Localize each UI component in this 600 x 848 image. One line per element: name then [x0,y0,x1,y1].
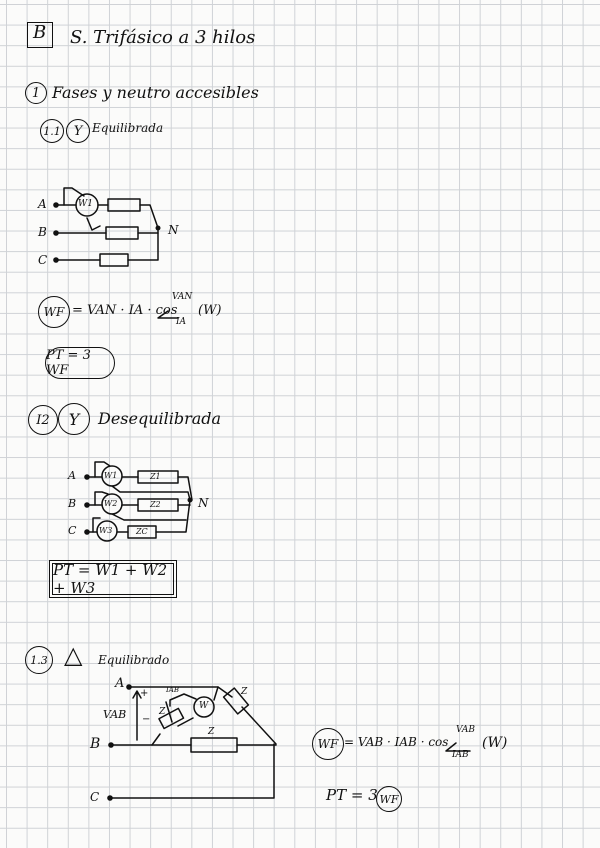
total-power-3: PT = 3 [326,786,378,804]
total-power-2: PT = W1 + W2 + W3 [52,563,174,595]
label-a-3: A [115,676,125,691]
angle-top-3: VAB [456,725,476,735]
unit-3: (W) [482,735,508,751]
impedance-zc-label: ZC [136,527,148,536]
angle-bottom-3: IAB [452,750,469,760]
label-b-3: B [90,736,101,752]
z-label-bottom: Z [208,727,215,737]
impedance-z1-label: Z1 [150,472,161,481]
subsection-1-2-title: Desequilibrada [98,409,222,428]
formula-3-rhs: = VAB · IAB · cos [344,735,449,749]
subsection-1-1-symbol: Y [66,119,90,143]
vab-label: VAB [103,708,127,721]
page-title: S. Trifásico a 3 hilos [70,27,256,48]
wf-symbol-1: WF [38,296,70,328]
minus-sign: − [142,714,151,725]
total-power-1: PT = 3 WF [45,347,115,379]
z-label-mid: Z [159,707,166,717]
delta-symbol: △ [64,641,83,669]
meter-w2-label: W2 [104,499,118,508]
label-c-1: C [38,253,48,267]
unit-1: (W) [198,303,222,318]
section-1-3-number: 1.3 [25,646,53,674]
label-b-1: B [38,225,47,239]
z-label-top: Z [241,687,248,697]
subsection-1-1-title: Equilibrada [92,121,164,135]
label-n-1: N [168,223,179,237]
iab-label: IAB [166,686,179,694]
subsection-1-2-symbol: Y [58,403,90,435]
plus-sign: + [140,688,149,699]
section-1-number: 1 [25,82,47,104]
meter-w3-label: W3 [99,526,113,535]
impedance-z2-label: Z2 [150,500,161,509]
label-a-2: A [68,469,76,482]
label-c-2: C [68,524,77,537]
total-power-3-meter: WF [376,786,402,812]
wf-symbol-3: WF [312,728,344,760]
label-n-2: N [198,496,209,510]
meter-delta-label: W [199,701,209,711]
label-a-1: A [38,197,47,211]
label-b-2: B [68,497,77,510]
angle-top-1: VAN [172,292,193,302]
section-letter: B [33,22,47,43]
subsection-1-1-number: 1.1 [40,119,64,143]
label-c-3: C [90,790,100,804]
section-1-3-title: Equilibrado [98,653,170,667]
subsection-1-2-number: I2 [28,405,58,435]
angle-bottom-1: IA [176,317,187,327]
meter-label-1: W1 [78,199,93,209]
formula-1-rhs: = VAN · IA · cos [72,303,178,318]
meter-w1-label: W1 [104,471,118,480]
section-1-title: Fases y neutro accesibles [52,83,259,102]
